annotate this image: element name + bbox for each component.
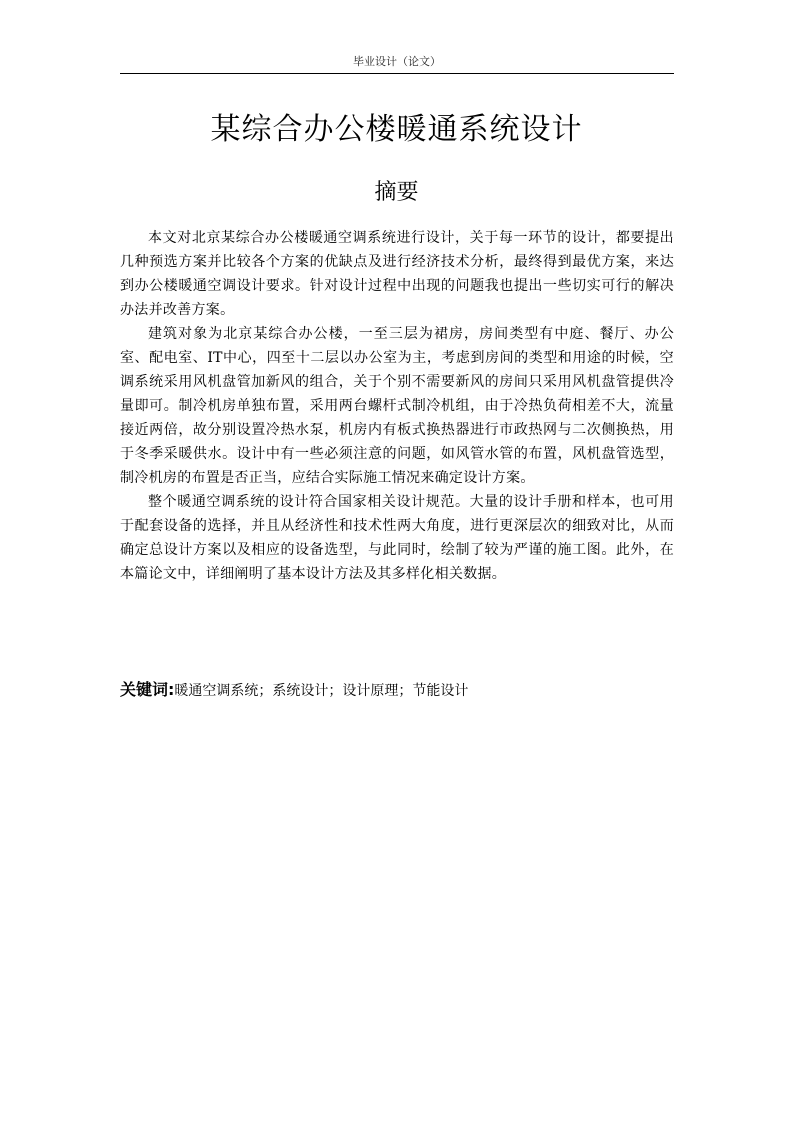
keywords-text: 暖通空调系统；系统设计；设计原理；节能设计 (174, 683, 469, 699)
running-header: 毕业设计（论文） (353, 55, 441, 68)
header-divider (120, 73, 674, 74)
document-title: 某综合办公楼暖通系统设计 (210, 112, 583, 147)
abstract-paragraph-2: 建筑对象为北京某综合办公楼，一至三层为裙房，房间类型有中庭、餐厅、办公室、配电室、IT中心，四至十二层以办公室为主，考虑到房间的类型和用途的时候，空调系统采用风机盘管加新风的组合，关于个别不需要新风的房间只采用风机盘管提供冷量即可。制冷机房单独布置，采用两台螺杆式制冷机组，由于冷热负荷相差不大，流量接近两倍，故分别设置冷热水泵，机房内有板式换热器进行市政热网与二次侧换热，用于冬季采暖供水。设计中有一些必须注意的问题，如风管水管的布置，风机盘管选型，制冷机房的布置是否正当，应结合实际施工情况来确定设计方案。 (120, 326, 674, 486)
abstract-paragraph-1: 本文对北京某综合办公楼暖通空调系统进行设计，关于每一环节的设计，都要提出几种预选方案并比较各个方案的优缺点及进行经济技术分析，最终得到最优方案，来达到办公楼暖通空调设计要求。针对设计过程中出现的问题我也提出一些切实可行的解决办法并改善方案。 (120, 230, 674, 318)
abstract-paragraph-3: 整个暖通空调系统的设计符合国家相关设计规范。大量的设计手册和样本，也可用于配套设备的选择，并且从经济性和技术性两大角度，进行更深层次的细致对比，从而确定总设计方案以及相应的设备选型，与此同时，绘制了较为严谨的施工图。此外，在本篇论文中，详细阐明了基本设计方法及其多样化相关数据。 (120, 494, 674, 582)
keywords-line (120, 679, 674, 702)
abstract-heading: 摘要 (374, 180, 419, 205)
abstract-body (120, 226, 674, 586)
keywords-label: 关键词: (120, 680, 175, 699)
